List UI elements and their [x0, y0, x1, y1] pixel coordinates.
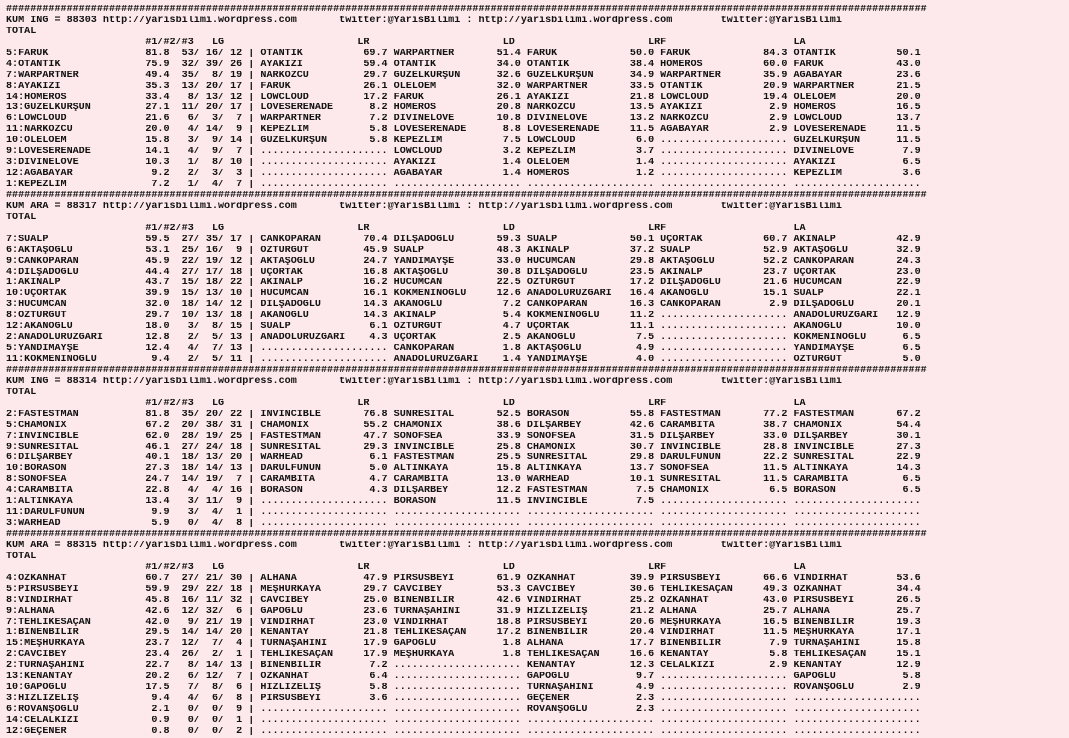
table-row: 1:BİNENBİLİR 29.5 14/ 14/ 20 | KENANTAY 21.8 TEHLİKESAÇAN 17.2 BİNENBİLİR 20.4 VİNDİRHAT 11.5 MEŞHURKAYA 17.1	[6, 628, 921, 639]
table-row: 7:SUALP 59.5 27/ 35/ 17 | CANKOPARAN 70.4 DİLŞADOĞLU 59.3 SUALP 50.1 ÜÇORTAK 60.7 AKINALP 42.9	[6, 234, 921, 245]
separator-line: ########################################################################################################################################################	[6, 530, 927, 540]
table-row: 15:MEŞHURKAYA 23.7 12/ 7/ 4 | TURNAŞAHİNİ 17.9 GAPOĞLU 1.8 ALHANA 17.7 BİNENBİLİR 7.9 TURNAŞAHİNİ 15.8	[6, 639, 921, 650]
table-row: 10:GAPOĞLU 17.5 7/ 8/ 6 | HIZLIZELİŞ 5.8 ..................... TURNAŞAHİNİ 4.9 ..................... RÖVANŞOĞLU 2.9	[6, 683, 921, 694]
table-row: 13:GÜZELKURŞUN 27.1 11/ 20/ 17 | LOVESERENADE 8.2 HOMEROS 20.8 NARKOZCU 13.5 AYAKİZİ 2.9 HOMEROS 16.5	[6, 103, 921, 114]
table-row: 10:ÜÇORTAK 39.9 15/ 13/ 10 | HÜCUMCAN 16.1 KÖKMENİNOĞLU 12.6 ANADOLURÜZGARI 16.4 AKANOĞLU 15.1 SUALP 22.1	[6, 289, 921, 300]
table-row: 9:SUNRESITAL 46.1 27/ 24/ 18 | SUNRESITAL 29.3 INVINCIBLE 25.8 CHAMONIX 30.7 INVINCIBLE 28.8 INVINCIBLE 27.3	[6, 442, 921, 453]
table-row: 4:OTANTİK 75.9 32/ 39/ 26 | AYAKİZİ 59.4 OTANTİK 34.0 OTANTİK 38.4 HOMEROS 60.0 FARUK 43.0	[6, 59, 921, 70]
table-row: 6:LOWCLOUD 21.6 6/ 3/ 7 | WARPARTNER 7.2 DIVINELOVE 10.8 DIVINELOVE 13.2 NARKOZCU 2.9 LOWCLOUD 13.7	[6, 114, 921, 125]
table-row: 2:FASTESTMAN 81.8 35/ 20/ 22 | INVINCIBLE 76.8 SUNRESITAL 52.5 BORASON 55.8 FASTESTMAN 77.2 FASTESTMAN 67.2	[6, 409, 921, 420]
table-row: 8:SONOFSEA 24.7 14/ 19/ 7 | CARAMBITA 4.7 CARAMBITA 13.0 WARHEAD 10.1 SUNRESITAL 11.5 CARAMBITA 6.5	[6, 475, 921, 486]
race-statistics-sheet	[6, 5, 1069, 738]
column-header: #1/#2/#3 LG LR LD LRF LA	[6, 37, 806, 48]
table-row: 4:ÖZKANHAT 60.7 27/ 21/ 30 | ALHANA 47.9 PİRSÜSBEYİ 61.9 ÖZKANHAT 39.9 PİRSÜSBEYİ 66.6 VİNDİRHAT 53.6	[6, 573, 921, 584]
table-row: 8:AYAKİZİ 35.3 13/ 20/ 17 | FARUK 26.1 OLELOEM 32.0 WARPARTNER 33.5 OTANTİK 20.9 WARPARTNER 21.5	[6, 81, 921, 92]
table-row: 11:DARÜLFÜNUN 9.9 3/ 4/ 1 | ..................... ..................... ..................... ..................... .....................	[6, 508, 921, 519]
separator-line: ########################################################################################################################################################	[6, 5, 927, 15]
table-row: 7:WARPARTNER 49.4 35/ 8/ 19 | NARKOZCU 29.7 GÜZELKURŞUN 32.6 GÜZELKURŞUN 34.9 WARPARTNER 35.9 AĞABAYAR 23.6	[6, 70, 921, 81]
table-row: 6:DİLŞARBEY 40.1 18/ 13/ 20 | WARHEAD 6.1 FASTESTMAN 25.5 SUNRESITAL 29.8 DARÜLFÜNUN 22.2 SUNRESITAL 22.9	[6, 453, 921, 464]
table-row: 1:KEPEZLİM 7.2 1/ 4/ 7 | ..................... ..................... ..................... ..................... .....................	[6, 180, 921, 190]
total-header: TOTAL	[6, 26, 37, 37]
table-row: 11:KÖKMENİNOĞLU 9.4 2/ 5/ 11 | ..................... ANADOLURÜZGARI 1.4 YANDIMAYŞE 4.0 ..................... ÖZTURGUT 5.0	[6, 355, 921, 365]
table-row: 10:OLELOEM 15.8 3/ 9/ 14 | GÜZELKURŞUN 5.8 KEPEZLİM 7.5 LOWCLOUD 6.0 ..................... GÜZELKURŞUN 11.5	[6, 136, 921, 147]
table-row: 2:CAVCIBEY 23.4 26/ 2/ 1 | TEHLİKESAÇAN 17.9 MEŞHURKAYA 1.8 TEHLİKESAÇAN 16.6 KENANTAY 5.8 TEHLİKESAÇAN 15.1	[6, 650, 921, 661]
table-row: 2:TURNAŞAHİNİ 22.7 8/ 14/ 13 | BİNENBİLİR 7.2 ..................... KENANTAY 12.3 CELALKIZI 2.9 KENANTAY 12.9	[6, 661, 921, 672]
table-row: 7:INVINCIBLE 62.0 28/ 19/ 25 | FASTESTMAN 47.7 SONOFSEA 33.9 SONOFSEA 31.5 DİLŞARBEY 33.0 DİLŞARBEY 30.1	[6, 431, 921, 442]
table-row: 9:LOVESERENADE 14.1 4/ 9/ 7 | ..................... LOWCLOUD 3.2 KEPEZLİM 3.7 ..................... DIVINELOVE 7.9	[6, 147, 921, 158]
table-row: 9:ALHANA 42.6 12/ 32/ 6 | GAPOĞLU 23.6 TURNAŞAHİNİ 31.9 HIZLIZELİŞ 21.2 ALHANA 25.7 ALHANA 25.7	[6, 606, 921, 617]
table-row: 13:KENANTAY 20.2 6/ 12/ 7 | ÖZKANHAT 6.4 ..................... GAPOĞLU 9.7 ..................... GAPOĞLU 5.8	[6, 672, 921, 683]
table-row: 7:TEHLİKESAÇAN 42.0 9/ 21/ 19 | VİNDİRHAT 23.0 VİNDİRHAT 18.8 PİRSÜSBEYİ 20.6 MEŞHURKAYA 16.5 BİNENBİLİR 19.3	[6, 617, 921, 628]
total-header: TOTAL	[6, 387, 37, 398]
table-row: 12:AĞABAYAR 9.2 2/ 3/ 3 | ..................... AĞABAYAR 1.4 HOMEROS 1.2 ..................... KEPEZLİM 3.6	[6, 169, 921, 180]
table-row: 1:AKINALP 43.7 15/ 18/ 22 | AKINALP 16.2 HÜCUMCAN 22.5 ÖZTURGUT 17.2 DİLŞADOĞLU 21.6 HÜCUMCAN 22.9	[6, 278, 921, 289]
section-title: KUM ING = 88314 http://yarisbilimi.wordpress.com twitter:@YarisBilimi : http://yarisbilimi.wordpress.com twitter:@YarisBilimi	[6, 376, 842, 387]
table-row: 10:BORASON 27.3 18/ 14/ 13 | DARÜLFÜNUN 5.0 ALTINKAYA 15.8 ALTINKAYA 13.7 SONOFSEA 11.5 ALTINKAYA 14.3	[6, 464, 921, 475]
table-row: 4:DİLŞADOĞLU 44.4 27/ 17/ 18 | ÜÇORTAK 16.8 AKTAŞOĞLU 30.8 DİLŞADOĞLU 23.5 AKINALP 23.7 ÜÇORTAK 23.0	[6, 267, 921, 278]
total-header: TOTAL	[6, 212, 37, 223]
table-row: 1:ALTINKAYA 13.4 3/ 11/ 9 | ..................... BORASON 11.5 INVINCIBLE 7.5 ..................... .....................	[6, 497, 921, 508]
section-title: KUM ARA = 88317 http://yarisbilimi.wordpress.com twitter:@YarisBilimi : http://yarisbilimi.wordpress.com twitter:@YarisBilimi	[6, 201, 842, 212]
column-header: #1/#2/#3 LG LR LD LRF LA	[6, 223, 806, 234]
table-row: 3:HIZLIZELİŞ 9.4 4/ 6/ 8 | PİRSÜSBEYİ 3.6 ..................... GEÇENER 2.3 ..................... .....................	[6, 694, 921, 705]
separator-line: ########################################################################################################################################################	[6, 365, 927, 376]
section-title: KUM ARA = 88315 http://yarisbilimi.wordpress.com twitter:@YarisBilimi : http://yarisbilimi.wordpress.com twitter:@YarisBilimi	[6, 540, 842, 551]
table-row: 5:CHAMONIX 67.2 20/ 38/ 31 | CHAMONIX 55.2 CHAMONIX 38.6 DİLŞARBEY 42.6 CARAMBITA 38.7 CHAMONIX 54.4	[6, 420, 921, 431]
column-header: #1/#2/#3 LG LR LD LRF LA	[6, 562, 806, 573]
table-row: 3:WARHEAD 5.9 0/ 4/ 8 | ..................... ..................... ..................... ..................... .....................	[6, 519, 921, 530]
table-row: 5:FARUK 81.8 53/ 16/ 12 | OTANTİK 69.7 WARPARTNER 51.4 FARUK 50.0 FARUK 84.3 OTANTİK 50.1	[6, 48, 921, 59]
table-row: 3:HÜCUMCAN 32.0 18/ 14/ 12 | DİLŞADOĞLU 14.3 AKANOĞLU 7.2 CANKOPARAN 16.3 CANKOPARAN 2.9 DİLŞADOĞLU 20.1	[6, 300, 921, 311]
table-row: 6:RÖVANŞOĞLU 2.1 0/ 0/ 9 | ..................... ..................... RÖVANŞOĞLU 2.3 ..................... .....................	[6, 705, 921, 715]
table-row: 3:DIVINELOVE 10.3 1/ 8/ 10 | ..................... AYAKİZİ 1.4 OLELOEM 1.4 ..................... AYAKİZİ 6.5	[6, 158, 921, 169]
column-header: #1/#2/#3 LG LR LD LRF LA	[6, 398, 806, 409]
separator-line: ########################################################################################################################################################	[6, 190, 927, 201]
table-row: 12:AKANOĞLU 18.0 3/ 8/ 15 | SUALP 6.1 ÖZTURGUT 4.7 ÜÇORTAK 11.1 ..................... AKANOĞLU 10.0	[6, 322, 921, 333]
table-row: 8:ÖZTURGUT 29.7 10/ 13/ 18 | AKANOĞLU 14.3 AKINALP 5.4 KÖKMENİNOĞLU 11.2 ..................... ANADOLURÜZGARI 12.9	[6, 311, 921, 322]
table-row: 5:YANDIMAYŞE 12.4 4/ 7/ 13 | ..................... CANKOPARAN 1.8 AKTAŞOĞLU 4.9 ..................... YANDIMAYŞE 6.5	[6, 344, 921, 355]
table-row: 6:AKTAŞOĞLU 53.1 25/ 16/ 9 | ÖZTURGUT 45.9 SUALP 48.3 AKINALP 37.2 SUALP 52.9 AKTAŞOĞLU 32.9	[6, 245, 921, 256]
table-row: 2:ANADOLURÜZGARI 12.8 2/ 5/ 13 | ANADOLURÜZGARI 4.3 ÜÇORTAK 2.5 AKANOĞLU 7.5 ..................... KÖKMENİNOĞLU 6.5	[6, 333, 921, 344]
table-row: 8:VİNDİRHAT 45.8 16/ 11/ 32 | CAVCIBEY 25.0 BİNENBİLİR 42.6 VİNDİRHAT 25.2 ÖZKANHAT 43.0 PİRSÜSBEYİ 26.5	[6, 595, 921, 606]
table-row: 9:CANKOPARAN 45.9 22/ 19/ 12 | AKTAŞOĞLU 24.7 YANDIMAYŞE 33.0 HÜCUMCAN 29.8 AKTAŞOĞLU 52.2 CANKOPARAN 24.3	[6, 256, 921, 267]
table-row: 12:GEÇENER 0.8 0/ 0/ 2 | ..................... ..................... ..................... ..................... .....................	[6, 726, 921, 737]
section-title: KUM ING = 88303 http://yarisbilimi.wordpress.com twitter:@YarisBilimi : http://yarisbilimi.wordpress.com twitter:@YarisBilimi	[6, 15, 842, 26]
table-row: 14:CELALKIZI 0.9 0/ 0/ 1 | ..................... ..................... ..................... ..................... .....................	[6, 715, 921, 726]
table-row: 4:CARAMBITA 22.8 4/ 4/ 16 | BORASON 4.3 DİLŞARBEY 12.2 FASTESTMAN 7.5 CHAMONIX 6.5 BORASON 6.5	[6, 486, 921, 497]
table-row: 14:HOMEROS 33.4 8/ 13/ 12 | LOWCLOUD 17.2 FARUK 26.1 AYAKİZİ 21.8 LOWCLOUD 19.4 OLELOEM 20.0	[6, 92, 921, 103]
table-row: 5:PİRSÜSBEYİ 59.9 29/ 22/ 18 | MEŞHURKAYA 29.7 CAVCIBEY 53.3 CAVCIBEY 30.6 TEHLİKESAÇAN 49.3 ÖZKANHAT 34.4	[6, 584, 921, 595]
total-header: TOTAL	[6, 551, 37, 562]
table-row: 11:NARKOZCU 20.0 4/ 14/ 9 | KEPEZLİM 5.8 LOVESERENADE 8.8 LOVESERENADE 11.5 AĞABAYAR 2.9 LOVESERENADE 11.5	[6, 125, 921, 136]
